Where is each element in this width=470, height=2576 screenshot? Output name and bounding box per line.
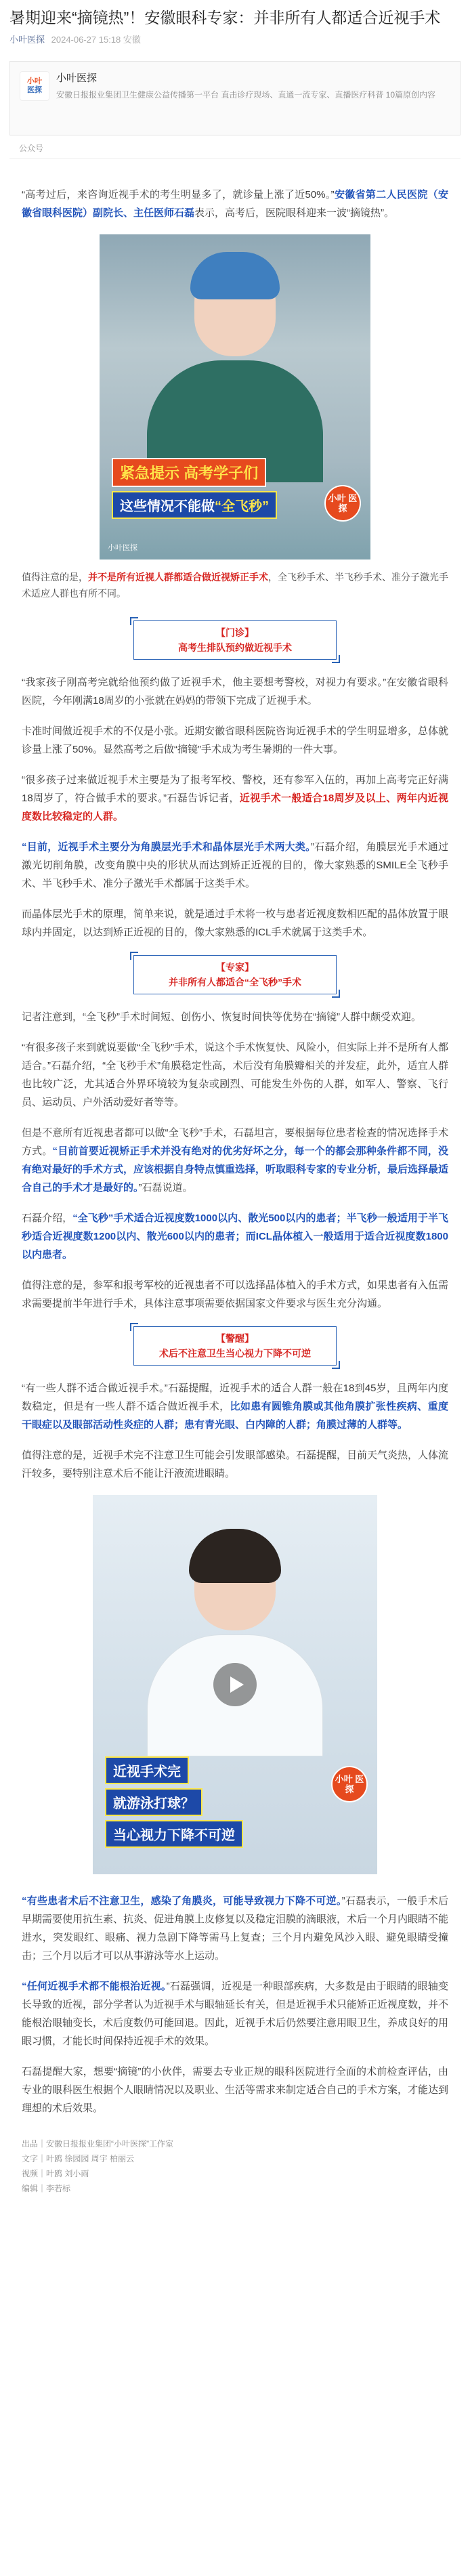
section-1-title: 高考生排队预约做近视手术 xyxy=(178,642,292,653)
account-logo-top: 小叶 xyxy=(27,77,42,85)
body-2-p4 xyxy=(22,1209,448,1264)
body-1-p5: 而晶体层光手术的原理，简单来说，就是通过手术将一枚与患者近视度数相匹配的晶体放置于眼球内并固定，以达到矫正近视的目的，像大家熟悉的ICL手术就属于这类手术。 xyxy=(22,908,449,938)
video-banner-1 xyxy=(112,458,315,519)
footer-source: 出品｜安徽日报报业集团“小叶医探”工作室 xyxy=(22,2139,173,2149)
body-section-1 xyxy=(0,673,470,942)
tag-line xyxy=(9,135,461,159)
section-2-title: 并非所有人都适合“全飞秒”手术 xyxy=(169,977,301,988)
caption-1-highlight: 并不是所有近视人群都适合做近视矫正手术 xyxy=(88,572,268,583)
banner-line-1: 紧急提示 高考学子们 xyxy=(112,458,266,487)
body-section-2 xyxy=(0,1008,470,1313)
caption-1-text-1: 值得注意的是， xyxy=(22,572,88,583)
body-4-p3: 石磊提醒大家，想要“摘镜”的小伙伴，需要去专业正规的眼科医院进行全面的术前检查评估，由专业的眼科医生根据个人眼睛情况以及职业、生活等需求来制定适合自己的手术方案，才能达到理想的术后效果。 xyxy=(22,2066,449,2114)
body-1-p1: “我家孩子刚高考完就给他预约做了近视手术，他主要想考警校，对视力有要求。”在安徽省眼科医院，今年刚满18周岁的小张就在妈妈的带领下完成了近视手术。 xyxy=(22,677,448,706)
banner-line-2b: “全飞秒” xyxy=(215,499,269,514)
caption-1 xyxy=(0,559,470,607)
section-1-tag: 【门诊】 xyxy=(216,627,254,638)
section-3-tag: 【警醒】 xyxy=(216,1333,254,1344)
banner-2-line-2: 就游泳打球？ xyxy=(105,1788,202,1816)
intro-text-2: 表示，高考后，医院眼科迎来一波“摘镜热”。 xyxy=(194,207,395,219)
banner-2-line-1: 近视手术完 xyxy=(105,1756,189,1784)
account-desc: 安徽日报报业集团卫生健康公益传播第一平台 直击诊疗现场、直通一流专家、直播医疗科普 10篇原创内容 xyxy=(56,90,436,100)
play-icon[interactable] xyxy=(213,1663,257,1706)
xiaoye-badge-2: 小叶 医探 xyxy=(331,1766,368,1802)
body-3-p1 xyxy=(22,1379,448,1434)
body-3-p1-text: “有一些人群不适合做近视手术。”石磊提醒，近视手术的适合人群一般在18到45岁，且两年内度数稳定，但是有一些人群不适合做近视手术， xyxy=(22,1382,448,1412)
body-1-p4 xyxy=(22,838,448,893)
video-banner-2 xyxy=(105,1752,308,1848)
body-1-p3-text: “很多孩子过来做近视手术主要是为了报考军校、警校，还有参军入伍的，再加上高考完正好满18周岁了，符合做手术的要求。”石磊告诉记者， xyxy=(22,774,448,804)
article-meta xyxy=(0,33,470,47)
body-1-p3 xyxy=(22,771,448,826)
body-1-p2: 卡准时间做近视手术的不仅是小张。近期安徽省眼科医院咨询近视手术的学生明显增多，总体就诊量上涨了50%。显然高考之后做“摘镜”手术成为考生暑期的一件大事。 xyxy=(22,725,449,755)
author-link[interactable]: 小叶医探 xyxy=(9,35,45,45)
video-watermark: 小叶医探 xyxy=(108,544,137,552)
banner-2-line-3: 当心视力下降不可逆 xyxy=(105,1820,243,1848)
body-2-p3-highlight: “目前首要近视矫正手术并没有绝对的优劣好坏之分，每一个的都会那种条件都不同，没有绝对最好的手术方式，应该根据自身特点慎重选择，听取眼科专家的专业分析，最后选择最适合自己的手术才是最好的。 xyxy=(22,1145,449,1194)
body-4-p2-text: ”石磊强调，近视是一种眼部疾病，大多数是由于眼睛的眼轴变长导致的近视，部分学者认为近视手术与眼轴延长有关，但是近视手术只能矫正近视度数，并不能根治眼轴变长，术后度数仍可能回退。因此，近视手术后仍然要注意用眼卫生，养成良好的用眼习惯，才能长时间保持近视手术的效果。 xyxy=(22,1981,449,2047)
body-2-p3 xyxy=(22,1124,448,1197)
banner-line-2a: 这些情况不能做 xyxy=(120,499,215,514)
account-logo-bottom: 医探 xyxy=(27,86,42,94)
account-card[interactable] xyxy=(9,61,461,135)
body-3-p1-highlight: 比如患有圆锥角膜或其他角膜扩张性疾病、重度干眼症以及眼部活动性炎症的人群；患有青光眼、白内障的人群；角膜过薄的人群等。 xyxy=(22,1401,448,1431)
article-footer xyxy=(0,2130,470,2203)
banner-line-2 xyxy=(112,491,277,519)
section-3-title: 术后不注意卫生当心视力下降不可逆 xyxy=(159,1348,311,1359)
body-4-p1-highlight: “有些患者术后不注意卫生，感染了角膜炎，可能导致视力下降不可逆。 xyxy=(22,1895,342,1907)
body-section-3 xyxy=(0,1379,470,1483)
footer-video-credit: 视频｜叶鸥 刘小雨 xyxy=(22,2169,89,2178)
intro-paragraph xyxy=(22,186,448,222)
account-name: 小叶医探 xyxy=(56,72,98,84)
caption-1-text-2: ，全飞秒手术、半飞秒手术、准分子激光手术适应人群也有所不同。 xyxy=(22,572,448,599)
body-1-p4-highlight: “目前，近视手术主要分为角膜层光手术和晶体层光手术两大类。 xyxy=(22,841,311,853)
account-info xyxy=(56,71,450,125)
body-2-p3-text-a: 但是不意所有近视患者都可以做“全飞秒”手术，石磊坦言，要根据每位患者检查的情况选择手术方式。 xyxy=(22,1127,448,1157)
video-player-2[interactable] xyxy=(93,1495,377,1874)
intro-block xyxy=(22,186,448,222)
footer-text-credit: 文字｜叶鸥 徐园园 周宇 柏丽云 xyxy=(22,2154,135,2163)
section-2-tag: 【专家】 xyxy=(216,962,254,973)
body-4-p2 xyxy=(22,1977,448,2050)
body-2-p2: “有很多孩子来到就说要做“全飞秒”手术，说这个手术恢复快、风险小，但实际上并不是所有人都适合。”石磊介绍，“全飞秒手术”角膜稳定性高，术后没有角膜瓣相关的并发症，此外，适宜人群也比较广泛，尤其适合外界环境较为复杂或剧烈、可能发生外伤的人群，如军人、警察、飞行员、运动员、户外活动爱好者等等。 xyxy=(22,1042,448,1108)
body-4-p1-text: ”石磊表示，一般手术后早期需要使用抗生素、抗炎、促进角膜上皮修复以及稳定泪膜的滴眼液，术后一个月内眼睛不能进水，突发眼红、眼痛、视力急剧下降等需马上复查；三个月内避免风沙入眼、避免眼睛受撞击；三个月以后才可以从事游泳等水上运动。 xyxy=(22,1895,449,1962)
section-heading-clinic xyxy=(133,620,337,660)
intro-text-1: “高考过后，来咨询近视手术的考生明显多了，就诊量上涨了近50%。” xyxy=(22,189,335,200)
body-2-p3-text-b: ”石磊说道。 xyxy=(138,1182,193,1194)
body-2-p1: 记者注意到，“全飞秒”手术时间短、创伤小、恢复时间快等优势在“摘镜”人群中颇受欢迎。 xyxy=(22,1011,421,1023)
body-2-p4-highlight: “全飞秒”手术适合近视度数1000以内、散光500以内的患者；半飞秒一般适用于半飞秒适合近视度数1200以内、散光600以内的患者；而ICL晶体植入一般适用于适合近视度数1800以内患者。 xyxy=(22,1212,448,1261)
body-2-p4-text: 石磊介绍， xyxy=(22,1212,73,1224)
body-4-p2-highlight: “任何近视手术都不能根治近视。 xyxy=(22,1981,167,1992)
doctor-figure-2 xyxy=(147,1536,323,1756)
section-heading-expert xyxy=(133,955,337,994)
doctor-figure xyxy=(147,261,323,482)
xiaoye-badge: 小叶 医探 xyxy=(324,485,361,522)
publish-location: 安徽 xyxy=(123,35,141,45)
intro-highlight: 安徽省第二人民医院（安徽省眼科医院）副院长、主任医师石磊 xyxy=(22,189,448,219)
body-3-p2: 值得注意的是，近视手术完不注意卫生可能会引发眼部感染。石磊提醒，目前天气炎热，人体流汗较多，要特别注意术后不能让汗液流进眼睛。 xyxy=(22,1450,449,1479)
body-1-p4-text: ”石磊介绍，角膜层光手术通过激光切削角膜，改变角膜中央的形状从而达到矫正近视的目的，像大家熟悉的SMILE全飞秒手术、半飞秒手术、准分子激光手术都属于这类手术。 xyxy=(22,841,448,889)
body-section-4 xyxy=(0,1874,470,2117)
video-player-1[interactable] xyxy=(100,234,370,559)
footer-editor: 编辑｜李若标 xyxy=(22,2184,71,2193)
body-4-p1 xyxy=(22,1892,448,1965)
body-2-p5: 值得注意的是，参军和报考军校的近视患者不可以选择晶体植入的手术方式，如果患者有入伍需求需要提前半年进行手术，具体注意事项需要依据国家文件要求与医生充分沟通。 xyxy=(22,1280,449,1309)
account-logo xyxy=(20,71,49,101)
tag-label[interactable]: 公众号 xyxy=(19,144,44,153)
body-1-p3-highlight: 近视手术一般适合18周岁及以上、两年内近视度数比较稳定的人群。 xyxy=(22,793,448,822)
article-title: 暑期迎来“摘镜热”！安徽眼科专家：并非所有人都适合近视手术 xyxy=(9,9,441,26)
publish-date: 2024-06-27 15:18 xyxy=(51,35,121,45)
section-heading-warning xyxy=(133,1326,337,1366)
